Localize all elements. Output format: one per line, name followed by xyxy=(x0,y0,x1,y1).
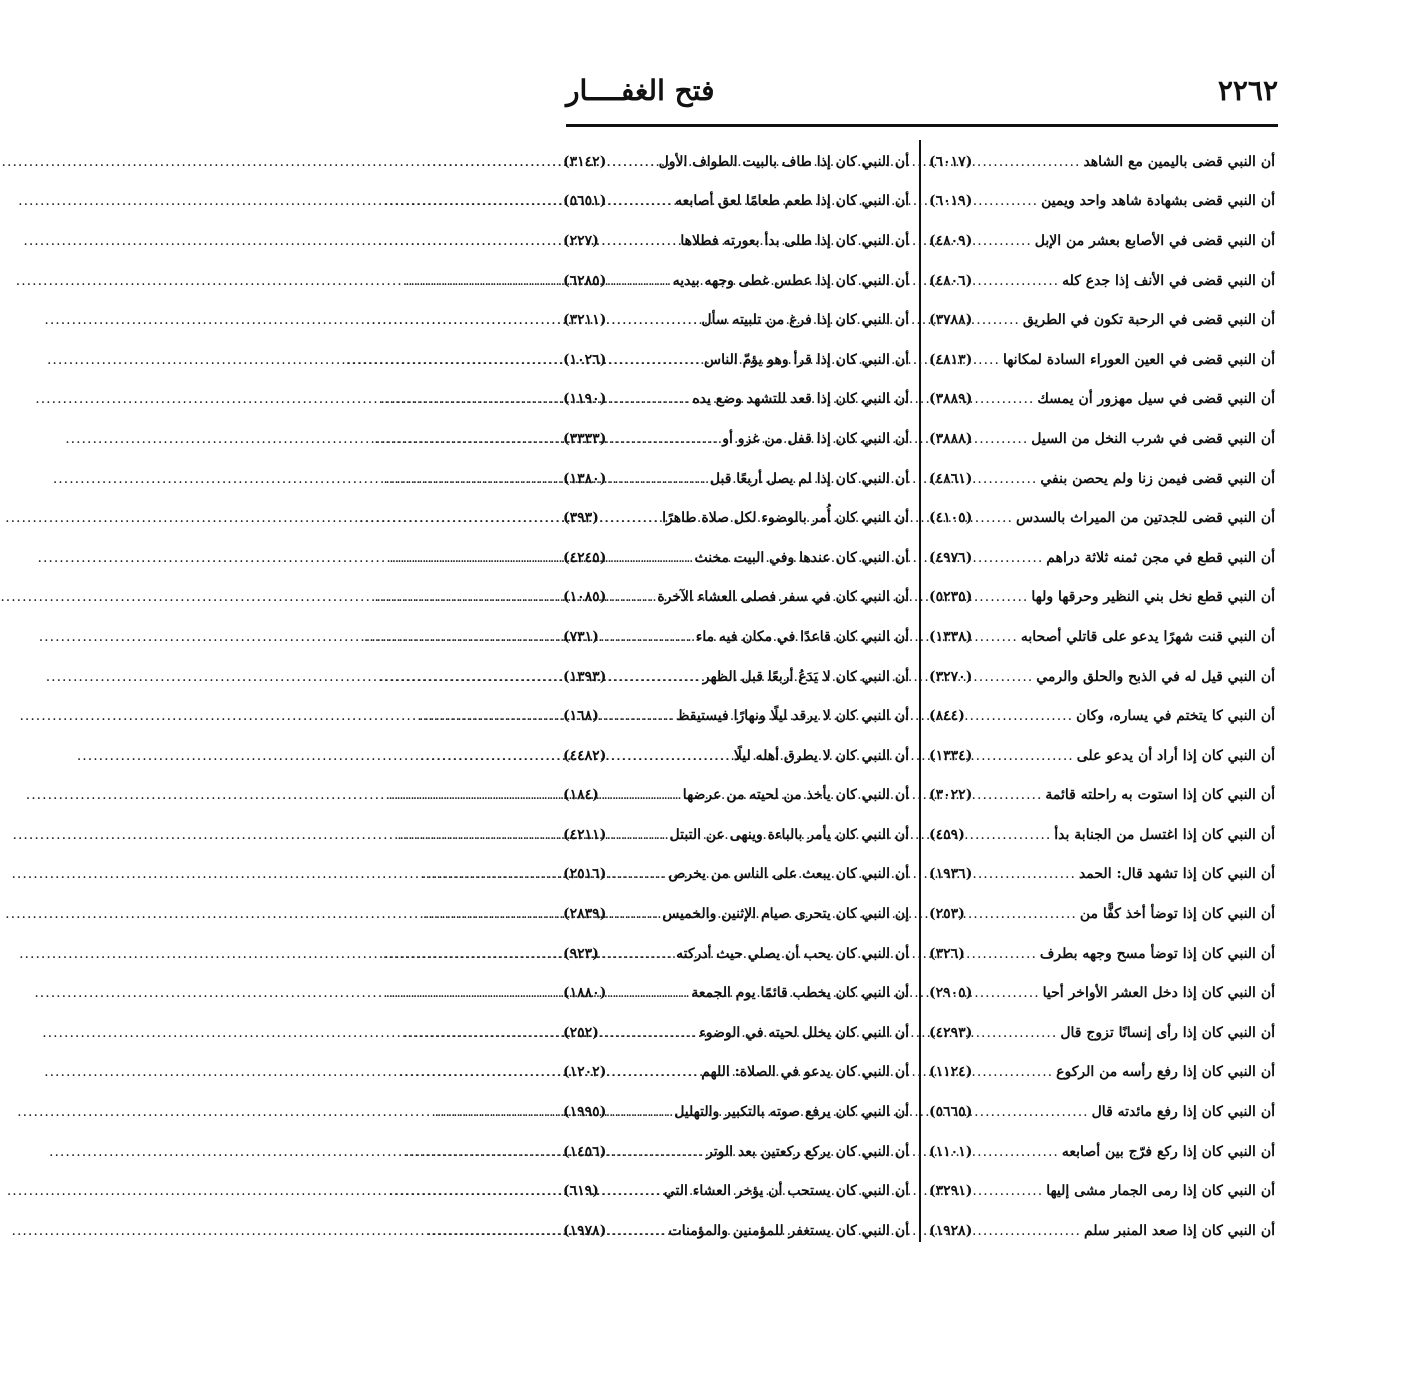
leader-dots xyxy=(599,233,681,249)
entry-text: أن النبي كان يدعو في الصلاة: اللهم xyxy=(701,1064,909,1081)
entry-ref-number: (١٣٣٤) xyxy=(929,747,973,764)
leader-dots xyxy=(972,550,1046,566)
index-entry xyxy=(929,736,1275,776)
leader-dots xyxy=(599,1183,664,1199)
entry-text: أن النبي كان إذا عطس غطى وجهه بيديه xyxy=(672,272,909,289)
entry-ref-number: (١٩٢٨) xyxy=(929,1222,973,1239)
entry-ref-number: (١٨٨٠) xyxy=(563,985,607,1002)
leader-dots xyxy=(606,431,722,447)
entry-ref-number: (٦٠١٧) xyxy=(929,153,973,170)
entry-text: أن النبي كان لا يَدَعُ أربعًا قبل الظهر xyxy=(702,668,909,685)
entry-ref-number: (١٠٢٦) xyxy=(563,351,607,368)
leader-dots xyxy=(599,946,676,962)
index-entry xyxy=(563,815,909,855)
entry-ref-number: (٢٥٢) xyxy=(563,1024,599,1041)
entry-text: أن النبي كان قاعدًا في مكان فيه ماء xyxy=(695,628,909,645)
entry-text: أن النبي كان إذا رأى إنسانًا تزوج قال xyxy=(1060,1024,1275,1041)
entry-text: أن النبي كان لا يرقد ليلًا ونهارًا فيستيقظ xyxy=(676,708,909,725)
leader-dots xyxy=(972,154,1083,170)
leader-dots xyxy=(972,1183,1046,1199)
entry-ref-number: (٤٥٩) xyxy=(929,826,965,843)
leader-dots xyxy=(972,193,1041,209)
leader-dots xyxy=(606,312,701,328)
index-entry xyxy=(929,815,1275,855)
leader-dots xyxy=(599,510,662,526)
index-entry xyxy=(563,459,909,499)
leader-dots xyxy=(972,748,1076,764)
entry-ref-number: (٤١٠٥) xyxy=(929,510,973,527)
entry-text: أن النبي كان عندها وفي البيت مخنث xyxy=(694,549,909,566)
leader-dots xyxy=(606,985,691,1001)
header-rule xyxy=(566,124,1278,127)
entry-text: أن النبي قضى فيمن زنا ولم يحصن بنفي xyxy=(1040,470,1275,487)
index-entry xyxy=(929,1092,1275,1132)
index-entry xyxy=(563,538,909,578)
index-entry xyxy=(929,855,1275,895)
leader-dots xyxy=(972,787,1045,803)
index-entry xyxy=(563,498,909,538)
leader-dots xyxy=(972,352,1003,368)
index-entry xyxy=(929,657,1275,697)
entry-ref-number: (٣٨٨٨) xyxy=(929,430,973,447)
index-entry xyxy=(929,973,1275,1013)
entry-text: أن النبي كان لا يطرق أهله ليلًا xyxy=(733,747,909,764)
leader-dots xyxy=(606,589,657,605)
leader-dots xyxy=(599,1025,699,1041)
entry-ref-number: (١٩٧٨) xyxy=(563,1222,607,1239)
entry-ref-number: (٢٥٣) xyxy=(929,906,965,923)
entry-ref-number: (٣٩٣) xyxy=(563,510,599,527)
entry-text: أن النبي كان يستغفر للمؤمنين والمؤمنات xyxy=(668,1222,909,1239)
entry-text: أن النبي قضى في الرحبة تكون في الطريق xyxy=(1022,312,1275,329)
entry-text: أن النبي كان أُمر بالوضوء لكل صلاة طاهرًا xyxy=(662,510,909,527)
entry-text: أن النبي كان إذا صعد المنبر سلم xyxy=(1083,1222,1275,1239)
entry-ref-number: (٣٠٢٢) xyxy=(929,787,973,804)
entry-text: أن النبي كان يخلل لحيته في الوضوء xyxy=(699,1024,909,1041)
leader-dots xyxy=(972,391,1037,407)
index-entry xyxy=(929,934,1275,974)
index-entry xyxy=(929,142,1275,182)
index-entry xyxy=(929,617,1275,657)
leader-dots xyxy=(965,946,1040,962)
entry-text: أن النبي كان إذا توضأ مسح وجهه بطرف xyxy=(1039,945,1275,962)
entry-ref-number: (٤٢١١) xyxy=(563,826,607,843)
leader-dots xyxy=(965,708,1076,724)
leader-dots xyxy=(606,1064,701,1080)
entry-text: أن النبي قضى في الأصابع بعشر من الإبل xyxy=(1034,232,1275,249)
index-entry xyxy=(929,538,1275,578)
entry-text: أن النبي قضى في الأنف إذا جدع كله xyxy=(1062,272,1275,289)
entry-ref-number: (٣٧٨٨) xyxy=(929,312,973,329)
entry-ref-number: (٣٨٨٩) xyxy=(929,391,973,408)
index-entry xyxy=(563,182,909,222)
leader-dots xyxy=(599,629,696,645)
entry-text: أن النبي كان إذا استوت به راحلته قائمة xyxy=(1045,787,1275,804)
leader-dots xyxy=(606,391,692,407)
index-entry xyxy=(563,696,909,736)
index-entry xyxy=(563,142,909,182)
entry-ref-number: (٤٨٦١) xyxy=(929,470,973,487)
entry-text: أن النبي قضى في شرب النخل من السيل xyxy=(1031,430,1275,447)
entry-text: أن النبي كان إذا ركع فرّج بين أصابعه xyxy=(1061,1143,1275,1160)
index-entry xyxy=(929,380,1275,420)
index-column-left xyxy=(563,142,909,1251)
index-entry xyxy=(563,1092,909,1132)
entry-ref-number: (١٢٠٢) xyxy=(563,1064,607,1081)
index-entry xyxy=(563,894,909,934)
index-entry xyxy=(563,380,909,420)
leader-dots xyxy=(972,1223,1084,1239)
entry-text: أن النبي كان إذا أراد أن يدعو على xyxy=(1076,747,1275,764)
entry-text: أن النبي كان إذا رمى الجمار مشى إليها xyxy=(1046,1183,1275,1200)
leader-dots xyxy=(606,352,704,368)
entry-text: أن النبي كان إذا قفل من غزو أو xyxy=(722,430,909,447)
index-entry xyxy=(563,617,909,657)
leader-dots xyxy=(606,471,710,487)
entry-text: أن النبي كان يبعث على الناس من يخرص xyxy=(668,866,909,883)
index-entry xyxy=(929,578,1275,618)
index-entry xyxy=(929,340,1275,380)
entry-ref-number: (٣٢١١) xyxy=(563,312,607,329)
entry-text: أن النبي قضى في العين العوراء السادة لمكانها xyxy=(1002,351,1275,368)
page-number: ٢٢٦٢ xyxy=(1217,74,1278,107)
index-column-right xyxy=(929,142,1275,1251)
leader-dots xyxy=(972,1104,1091,1120)
entry-ref-number: (٢٥١٦) xyxy=(563,866,607,883)
entry-text: أن النبي قضى في سيل مهزور أن يمسك xyxy=(1037,391,1275,408)
entry-ref-number: (١٩٣٦) xyxy=(929,866,973,883)
entry-text: أن النبي كان يرفع صوته بالتكبير والتهليل xyxy=(674,1104,909,1121)
leader-dots xyxy=(606,193,675,209)
entry-ref-number: (٣٢٩١) xyxy=(929,1183,973,1200)
entry-ref-number: (١١٢٤) xyxy=(929,1064,973,1081)
entry-text: أن النبي كان إذا فرغ من تلبيته سأل xyxy=(701,312,909,329)
leader-dots xyxy=(606,154,658,170)
index-entry xyxy=(563,1053,909,1093)
entry-ref-number: (٤٢٩٣) xyxy=(929,1024,973,1041)
entry-text: أن النبي كان يستحب أن يؤخر العشاء التي xyxy=(663,1183,909,1200)
entry-text: أن النبي كان في سفر فصلى العشاء الآخرة xyxy=(657,589,909,606)
entry-ref-number: (١١٠١) xyxy=(929,1143,973,1160)
entry-text: أن النبي كا يتختم في يساره، وكان xyxy=(1076,708,1275,725)
index-entry xyxy=(563,1132,909,1172)
entry-text: أن النبي كان يحب أن يصلي حيث أدركته xyxy=(676,945,909,962)
leader-dots xyxy=(606,748,734,764)
index-entry xyxy=(929,1013,1275,1053)
index-entry xyxy=(563,934,909,974)
entry-ref-number: (١٣٣٨) xyxy=(929,628,973,645)
entry-ref-number: (١٣٨٠) xyxy=(563,470,607,487)
leader-dots xyxy=(606,550,694,566)
entry-text: أن النبي كان إذا دخل العشر الأواخر أحيا xyxy=(1042,985,1275,1002)
entry-ref-number: (١٠٨٥) xyxy=(563,589,607,606)
leader-dots xyxy=(972,431,1031,447)
entry-ref-number: (٢٨٣٩) xyxy=(563,906,607,923)
entry-text: أن النبي قطع في مجن ثمنه ثلاثة دراهم xyxy=(1046,549,1275,566)
index-entry xyxy=(563,221,909,261)
entry-ref-number: (٦١٩) xyxy=(563,1183,599,1200)
index-entry xyxy=(929,1171,1275,1211)
entry-text: أن النبي كان إذا قعد للتشهد وضع يده xyxy=(692,391,909,408)
entry-text: أن النبي كان إذا لم يصل أربعًا قبل xyxy=(709,470,909,487)
index-entry xyxy=(929,1211,1275,1251)
page-header xyxy=(566,70,1278,124)
index-entry xyxy=(929,894,1275,934)
leader-dots xyxy=(606,906,662,922)
index-entry xyxy=(563,419,909,459)
leader-dots xyxy=(972,589,1031,605)
entry-text: أن النبي قضى بشهادة شاهد واحد ويمين xyxy=(1041,193,1275,210)
leader-dots xyxy=(972,985,1042,1001)
entry-text: إن النبي كان يتحرى صيام الإثنين والخميس xyxy=(662,906,909,923)
entry-text: أن النبي كان إذا توضأ أخذ كفًّا من xyxy=(1079,906,1275,923)
leader-dots xyxy=(972,312,1023,328)
leader-dots xyxy=(972,1025,1060,1041)
index-entry xyxy=(563,1171,909,1211)
entry-ref-number: (١٩٩٥) xyxy=(563,1104,607,1121)
entry-ref-number: (٩٢٣) xyxy=(563,945,599,962)
entry-ref-number: (٦٢٨٥) xyxy=(563,272,607,289)
leader-dots xyxy=(606,273,672,289)
leader-dots xyxy=(972,510,1016,526)
index-entry xyxy=(563,1013,909,1053)
entry-text: أن النبي كان إذا قرأ وهو يؤمّ الناس xyxy=(703,351,909,368)
index-entry xyxy=(563,973,909,1013)
leader-dots xyxy=(972,1144,1062,1160)
entry-ref-number: (٣١٤٢) xyxy=(563,153,607,170)
index-entry xyxy=(563,1211,909,1251)
entry-ref-number: (٤٨٠٦) xyxy=(929,272,973,289)
entry-text: أن النبي قضى باليمين مع الشاهد xyxy=(1083,153,1275,170)
index-entry xyxy=(929,261,1275,301)
entry-ref-number: (٤٨٠٩) xyxy=(929,232,973,249)
leader-dots xyxy=(965,827,1054,843)
entry-ref-number: (١٤٥٦) xyxy=(563,1143,607,1160)
entry-text: أن النبي قضى للجدتين من الميراث بالسدس xyxy=(1015,510,1275,527)
leader-dots xyxy=(972,471,1040,487)
entry-ref-number: (٤٢٤٥) xyxy=(563,549,607,566)
entry-text: أن النبي كان إذا رفع رأسه من الركوع xyxy=(1056,1064,1275,1081)
entry-ref-number: (٨٤٤) xyxy=(929,708,965,725)
entry-ref-number: (٤٤٨٢) xyxy=(563,747,607,764)
entry-ref-number: (٥٦٥١) xyxy=(563,193,607,210)
entry-ref-number: (٧٣١) xyxy=(563,628,599,645)
leader-dots xyxy=(606,866,668,882)
entry-text: أن النبي كان إذا طلى بدأ بعورته فطلاها xyxy=(680,232,909,249)
index-entry xyxy=(563,776,909,816)
entry-text: أن النبي قطع نخل بني النظير وحرقها ولها xyxy=(1031,589,1275,606)
entry-text: أن النبي كان يركع ركعتين بعد الوتر xyxy=(706,1143,909,1160)
entry-ref-number: (١٦٨) xyxy=(563,708,599,725)
index-entry xyxy=(929,696,1275,736)
index-entry xyxy=(929,459,1275,499)
entry-text: أن النبي كان إذا تشهد قال: الحمد xyxy=(1078,866,1275,883)
index-entry xyxy=(563,657,909,697)
index-entry xyxy=(929,776,1275,816)
entry-ref-number: (٦٠١٩) xyxy=(929,193,973,210)
leader-dots xyxy=(972,1064,1056,1080)
leader-dots xyxy=(599,787,683,803)
index-entry xyxy=(563,736,909,776)
leader-dots xyxy=(606,1223,668,1239)
index-entry xyxy=(929,221,1275,261)
entry-ref-number: (٢٢٧) xyxy=(563,232,599,249)
entry-ref-number: (١٣٩٣) xyxy=(563,668,607,685)
entry-ref-number: (٤٩٧٦) xyxy=(929,549,973,566)
index-entry xyxy=(563,261,909,301)
leader-dots xyxy=(965,906,1080,922)
index-entry xyxy=(563,855,909,895)
entry-ref-number: (٥٦٦٥) xyxy=(929,1104,973,1121)
index-entry xyxy=(929,300,1275,340)
entry-text: أن النبي كان يأخذ من لحيته من عرضها xyxy=(682,787,909,804)
entry-ref-number: (١٨٤) xyxy=(563,787,599,804)
entry-ref-number: (٣٢٧٠) xyxy=(929,668,973,685)
leader-dots xyxy=(972,866,1079,882)
entry-text: أن النبي قنت شهرًا يدعو على قاتلي أصحابه xyxy=(1020,628,1275,645)
leader-dots xyxy=(599,708,677,724)
leader-dots xyxy=(972,233,1034,249)
entry-ref-number: (٤٨١٣) xyxy=(929,351,973,368)
entry-text: أن النبي كان إذا اغتسل من الجنابة بدأ xyxy=(1054,826,1275,843)
index-entry xyxy=(563,578,909,618)
leader-dots xyxy=(972,669,1036,685)
index-entry xyxy=(929,498,1275,538)
index-entry xyxy=(929,182,1275,222)
leader-dots xyxy=(606,1144,706,1160)
entry-text: أن النبي كان يأمر بالباءة وينهى عن التبتل xyxy=(669,826,909,843)
entry-ref-number: (٥٢٣٥) xyxy=(929,589,973,606)
index-entry xyxy=(563,300,909,340)
index-entry xyxy=(929,1053,1275,1093)
index-entry xyxy=(929,1132,1275,1172)
index-entry xyxy=(563,340,909,380)
book-title: فتح الغفــــار xyxy=(566,74,715,107)
leader-dots xyxy=(972,273,1062,289)
entry-text: أن النبي قيل له في الذبح والحلق والرمي xyxy=(1036,668,1275,685)
entry-text: أن النبي كان إذا رفع مائدته قال xyxy=(1091,1104,1275,1121)
entry-ref-number: (١١٩٠) xyxy=(563,391,607,408)
entry-ref-number: (٣٣٣٣) xyxy=(563,430,607,447)
leader-dots xyxy=(606,669,702,685)
leader-dots xyxy=(606,1104,674,1120)
entry-text: أن النبي كان إذا طعم طعامًا لعق أصابعه xyxy=(675,193,909,210)
index-entry xyxy=(929,419,1275,459)
entry-ref-number: (٢٩٠٥) xyxy=(929,985,973,1002)
entry-text: أن النبي كان إذا طاف بالبيت الطواف الأول xyxy=(658,153,909,170)
leader-dots xyxy=(972,629,1021,645)
entry-text: أن النبي كان يخطب قائمًا يوم الجمعة xyxy=(691,985,909,1002)
entry-ref-number: (٣٢٦) xyxy=(929,945,965,962)
leader-dots xyxy=(606,827,669,843)
